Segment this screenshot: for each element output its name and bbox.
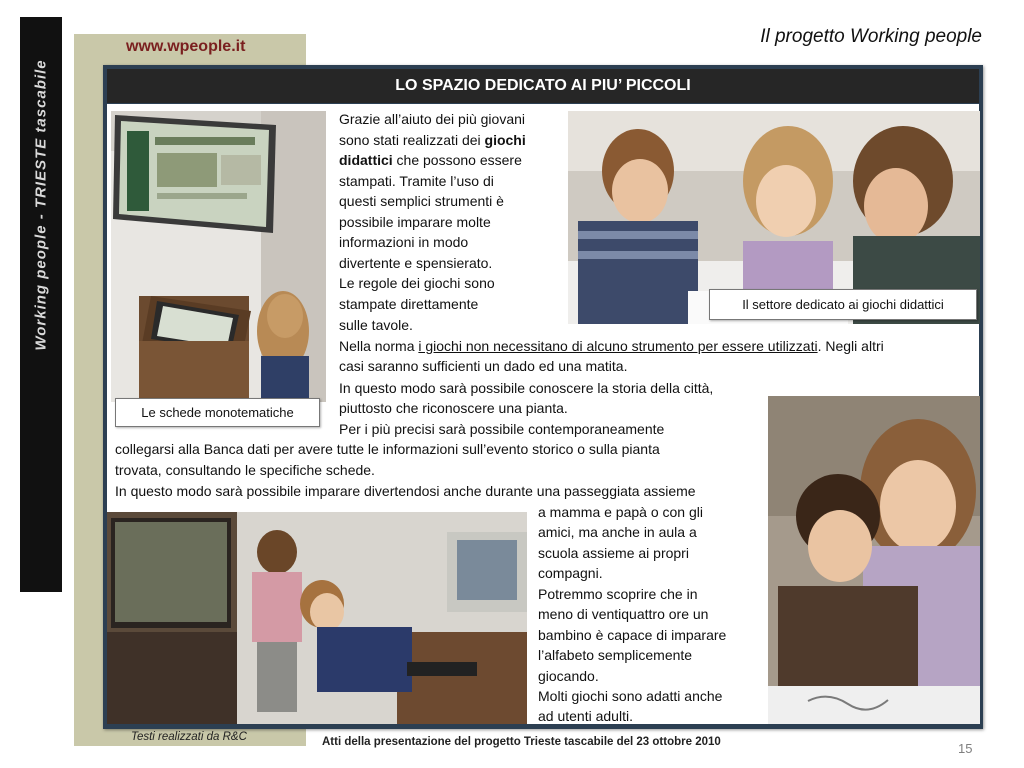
text-line: stampate direttamente <box>339 296 479 312</box>
kiosk-caption: Le schede monotematiche <box>115 398 320 427</box>
text-right: ad utenti adulti. <box>538 708 633 724</box>
text-line: Le regole dei giochi sono <box>339 275 495 291</box>
text-right: meno di ventiquattro ore un <box>538 606 709 622</box>
text-right: scuola assieme ai propri <box>538 545 689 561</box>
text-casi: casi saranno sufficienti un dado ed una matita. <box>339 358 628 374</box>
website-link[interactable]: www.wpeople.it <box>126 38 246 55</box>
footer-credit: Testi realizzati da R&C <box>131 731 247 743</box>
children-photo-bottom <box>768 396 980 724</box>
text-right: Potremmo scoprire che in <box>538 586 698 602</box>
text-line: stampati. Tramite l’uso di <box>339 173 494 189</box>
header-title: Il progetto Working people <box>760 26 982 47</box>
text-storia: piuttosto che riconoscere una pianta. <box>339 400 568 416</box>
text-right: a mamma e papà o con gli <box>538 504 703 520</box>
text-wide: trovata, consultando le specifiche schede. <box>115 462 375 478</box>
text-line: possibile imparare molte <box>339 214 491 230</box>
text-line: divertente e spensierato. <box>339 255 493 271</box>
text-right: Molti giochi sono adatti anche <box>538 688 723 704</box>
computer-room-photo <box>107 512 527 724</box>
text-line: questi semplici strumenti è <box>339 193 504 209</box>
text-storia: In questo modo sarà possibile conoscere la storia della città, <box>339 380 714 396</box>
text-intro-3: didattici che possono essere <box>339 152 522 168</box>
text-line: sulle tavole. <box>339 317 413 333</box>
text-storia: Per i più precisi sarà possibile contemporaneamente <box>339 421 665 437</box>
text-right: compagni. <box>538 565 603 581</box>
slide-title: LO SPAZIO DEDICATO AI PIU’ PICCOLI <box>107 69 979 103</box>
page-number: 15 <box>958 741 973 756</box>
text-wide: collegarsi alla Banca dati per avere tutte le informazioni sull’evento storico o sulla pianta <box>115 441 660 457</box>
kiosk-photo <box>111 111 326 402</box>
text-intro-2: sono stati realizzati dei giochi <box>339 132 526 148</box>
text-right: l’alfabeto semplicemente <box>538 647 693 663</box>
text-norma: Nella norma i giochi non necessitano di alcuno strumento per essere utilizzati. Negli altri <box>339 338 884 354</box>
text-wide: In questo modo sarà possibile imparare divertendosi anche durante una passeggiata assieme <box>115 483 696 499</box>
text-right: bambino è capace di imparare <box>538 627 727 643</box>
children-caption: Il settore dedicato ai giochi didattici <box>709 289 977 320</box>
footer-atti: Atti della presentazione del progetto Trieste tascabile del 23 ottobre 2010 <box>322 736 721 748</box>
text-right: giocando. <box>538 668 599 684</box>
text-line: informazioni in modo <box>339 234 469 250</box>
text-intro-1: Grazie all’aiuto dei più giovani <box>339 111 525 127</box>
text-right: amici, ma anche in aula a <box>538 524 697 540</box>
